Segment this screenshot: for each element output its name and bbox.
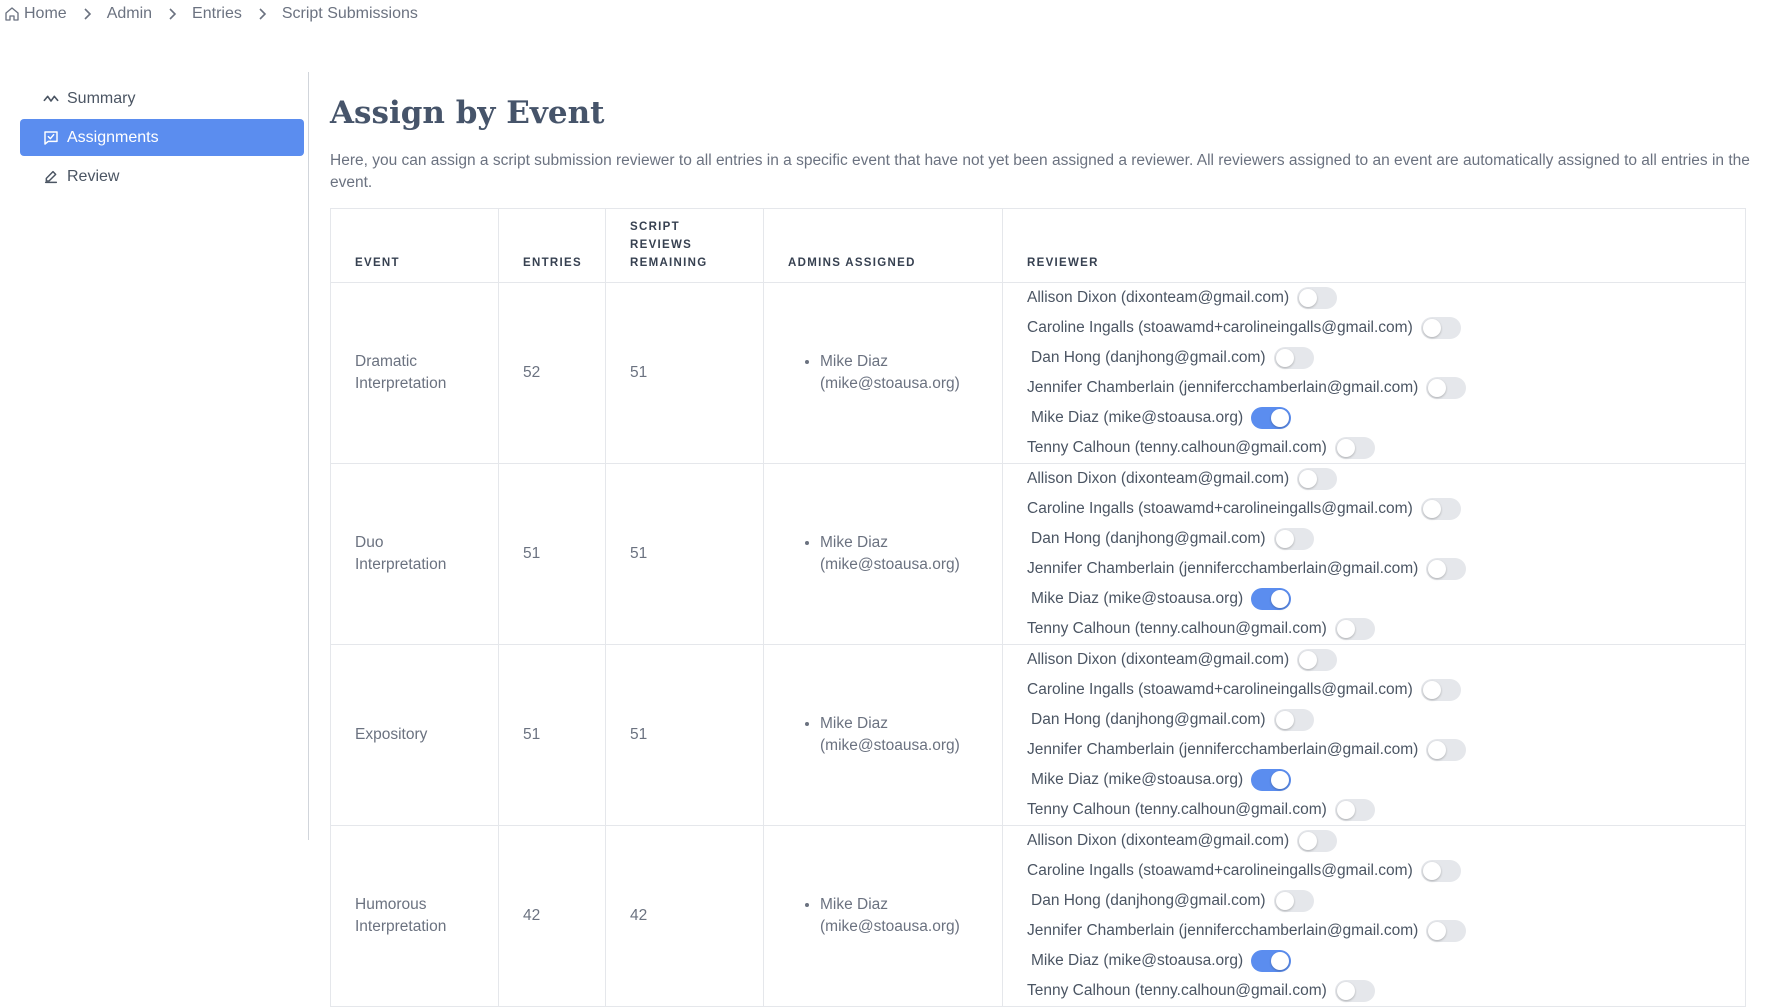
admins-cell: [764, 826, 1003, 1007]
reviewer-toggle[interactable]: [1421, 860, 1461, 882]
reviewer-toggle[interactable]: [1297, 287, 1337, 309]
admin-item: • Mike Diaz (mike@stoausa.org): [820, 713, 978, 757]
entries-cell: 51: [499, 464, 606, 645]
reviewer-option: [1027, 826, 1337, 856]
sidebar-item-review[interactable]: [20, 158, 304, 195]
reviewer-toggle[interactable]: [1297, 830, 1337, 852]
reviewer-toggle[interactable]: [1251, 407, 1291, 429]
reviewer-option: [1031, 403, 1291, 433]
home-icon: [4, 6, 20, 22]
reviewer-option: [1031, 946, 1291, 976]
reviewer-name: Dan Hong (danjhong@gmail.com): [1031, 349, 1266, 366]
reviewer-option: [1031, 584, 1291, 614]
reviewer-toggle[interactable]: [1251, 950, 1291, 972]
remaining-cell: 51: [606, 464, 764, 645]
main-content: [330, 90, 1750, 1007]
reviewer-name: Jennifer Chamberlain (jennifercchamberlain@gmail.com): [1027, 560, 1419, 577]
reviewer-option: [1027, 675, 1461, 705]
reviewer-toggle[interactable]: [1421, 679, 1461, 701]
reviewer-toggle[interactable]: [1335, 618, 1375, 640]
message-square-icon: [43, 129, 61, 147]
reviewer-cell: [1003, 464, 1746, 645]
chevron-right-icon: [82, 8, 92, 20]
table-row: [331, 645, 1746, 826]
reviewer-name: Jennifer Chamberlain (jennifercchamberlain@gmail.com): [1027, 922, 1419, 939]
reviewer-toggle[interactable]: [1297, 468, 1337, 490]
reviewer-option: [1027, 373, 1466, 403]
header-reviewer: REVIEWER: [1003, 209, 1746, 283]
reviewer-option: [1027, 735, 1466, 765]
activity-icon: [43, 90, 61, 108]
reviewer-name: Mike Diaz (mike@stoausa.org): [1031, 771, 1244, 788]
reviewer-toggle[interactable]: [1335, 980, 1375, 1002]
admins-list: [820, 351, 978, 395]
table-row: [331, 464, 1746, 645]
reviewer-toggle[interactable]: [1426, 739, 1466, 761]
event-cell: Dramatic Interpretation: [331, 283, 499, 464]
reviewer-option: [1031, 765, 1291, 795]
remaining-cell: 51: [606, 283, 764, 464]
admin-item: • Mike Diaz (mike@stoausa.org): [820, 894, 978, 938]
reviewer-toggle[interactable]: [1251, 588, 1291, 610]
page-intro: Here, you can assign a script submission reviewer to all entries in a specific event that have not yet been assigned a reviewer. All reviewers assigned to an event are automatically assigned to all entries in the event.: [330, 152, 1750, 191]
event-cell: Humorous Interpretation: [331, 826, 499, 1007]
reviewer-toggle[interactable]: [1251, 769, 1291, 791]
header-remaining: SCRIPT REVIEWS REMAINING: [606, 209, 764, 283]
reviewer-toggles: [1027, 464, 1727, 644]
reviewer-option: [1027, 464, 1337, 494]
chevron-right-icon: [167, 8, 177, 20]
reviewer-toggles: [1027, 283, 1727, 463]
admins-cell: [764, 283, 1003, 464]
reviewer-name: Allison Dixon (dixonteam@gmail.com): [1027, 832, 1290, 849]
reviewer-option: [1027, 614, 1375, 644]
reviewer-option: [1027, 433, 1375, 463]
reviewer-option: [1027, 283, 1337, 313]
reviewer-toggle[interactable]: [1426, 558, 1466, 580]
header-admins: ADMINS ASSIGNED: [764, 209, 1003, 283]
reviewer-name: Tenny Calhoun (tenny.calhoun@gmail.com): [1027, 439, 1327, 456]
table-header-row: [331, 209, 1746, 283]
sidebar: [20, 80, 304, 197]
reviewer-name: Tenny Calhoun (tenny.calhoun@gmail.com): [1027, 982, 1327, 999]
reviewer-name: Caroline Ingalls (stoawamd+carolineingalls@gmail.com): [1027, 681, 1413, 698]
table-row: [331, 826, 1746, 1007]
reviewer-toggle[interactable]: [1297, 649, 1337, 671]
breadcrumb-entries[interactable]: Entries: [192, 5, 242, 22]
reviewer-toggle[interactable]: [1335, 799, 1375, 821]
sidebar-divider: [308, 72, 309, 840]
reviewer-toggle[interactable]: [1426, 920, 1466, 942]
admins-cell: [764, 645, 1003, 826]
reviewer-toggle[interactable]: [1426, 377, 1466, 399]
reviewer-option: [1027, 313, 1461, 343]
admins-list: [820, 532, 978, 576]
reviewer-cell: [1003, 645, 1746, 826]
reviewer-option: [1027, 645, 1337, 675]
sidebar-item-label: Assignments: [67, 128, 159, 146]
reviewer-name: Caroline Ingalls (stoawamd+carolineingalls@gmail.com): [1027, 319, 1413, 336]
reviewer-toggles: [1027, 826, 1727, 1006]
sidebar-item-summary[interactable]: [20, 80, 304, 117]
reviewer-option: [1031, 705, 1314, 735]
entries-cell: 42: [499, 826, 606, 1007]
reviewer-option: [1031, 524, 1314, 554]
reviewer-name: Tenny Calhoun (tenny.calhoun@gmail.com): [1027, 801, 1327, 818]
reviewer-name: Dan Hong (danjhong@gmail.com): [1031, 711, 1266, 728]
reviewer-option: [1027, 976, 1375, 1006]
events-table: [330, 208, 1746, 1007]
reviewer-name: Caroline Ingalls (stoawamd+carolineingalls@gmail.com): [1027, 500, 1413, 517]
reviewer-name: Mike Diaz (mike@stoausa.org): [1031, 409, 1244, 426]
sidebar-item-label: Review: [67, 167, 120, 185]
remaining-cell: 51: [606, 645, 764, 826]
sidebar-item-assignments[interactable]: [20, 119, 304, 156]
entries-cell: 52: [499, 283, 606, 464]
table-row: [331, 283, 1746, 464]
reviewer-name: Mike Diaz (mike@stoausa.org): [1031, 590, 1244, 607]
reviewer-option: [1027, 916, 1466, 946]
reviewer-name: Dan Hong (danjhong@gmail.com): [1031, 530, 1266, 547]
sidebar-item-label: Summary: [67, 89, 136, 107]
reviewer-cell: [1003, 826, 1746, 1007]
breadcrumb-script-submissions: Script Submissions: [281, 5, 418, 22]
breadcrumb: [4, 4, 418, 24]
reviewer-name: Allison Dixon (dixonteam@gmail.com): [1027, 289, 1290, 306]
reviewer-name: Allison Dixon (dixonteam@gmail.com): [1027, 651, 1290, 668]
event-cell: Expository: [331, 645, 499, 826]
reviewer-cell: [1003, 283, 1746, 464]
breadcrumb-home[interactable]: [4, 5, 67, 23]
reviewer-toggle[interactable]: [1274, 709, 1314, 731]
reviewer-name: Dan Hong (danjhong@gmail.com): [1031, 892, 1266, 909]
reviewer-name: Allison Dixon (dixonteam@gmail.com): [1027, 470, 1290, 487]
remaining-cell: 42: [606, 826, 764, 1007]
reviewer-option: [1027, 494, 1461, 524]
reviewer-name: Caroline Ingalls (stoawamd+carolineingalls@gmail.com): [1027, 862, 1413, 879]
page-title: Assign by Event: [330, 95, 605, 131]
reviewer-name: Jennifer Chamberlain (jennifercchamberlain@gmail.com): [1027, 741, 1419, 758]
admin-item: • Mike Diaz (mike@stoausa.org): [820, 351, 978, 395]
header-entries: ENTRIES: [499, 209, 606, 283]
breadcrumb-home-label: Home: [24, 5, 67, 22]
chevron-right-icon: [257, 8, 267, 20]
reviewer-option: [1027, 795, 1375, 825]
entries-cell: 51: [499, 645, 606, 826]
reviewer-name: Jennifer Chamberlain (jennifercchamberlain@gmail.com): [1027, 379, 1419, 396]
reviewer-toggle[interactable]: [1421, 317, 1461, 339]
reviewer-option: [1031, 343, 1314, 373]
reviewer-option: [1027, 554, 1466, 584]
admin-item: • Mike Diaz (mike@stoausa.org): [820, 532, 978, 576]
pencil-icon: [43, 168, 61, 186]
reviewer-toggle[interactable]: [1274, 347, 1314, 369]
reviewer-toggle[interactable]: [1274, 890, 1314, 912]
reviewer-toggle[interactable]: [1335, 437, 1375, 459]
admins-list: [820, 713, 978, 757]
breadcrumb-admin[interactable]: Admin: [106, 5, 153, 22]
reviewer-name: Tenny Calhoun (tenny.calhoun@gmail.com): [1027, 620, 1327, 637]
header-event: EVENT: [331, 209, 499, 283]
reviewer-toggle[interactable]: [1274, 528, 1314, 550]
reviewer-toggles: [1027, 645, 1727, 825]
admins-cell: [764, 464, 1003, 645]
admins-list: [820, 894, 978, 938]
reviewer-name: Mike Diaz (mike@stoausa.org): [1031, 952, 1244, 969]
reviewer-toggle[interactable]: [1421, 498, 1461, 520]
event-cell: Duo Interpretation: [331, 464, 499, 645]
reviewer-option: [1027, 856, 1461, 886]
reviewer-option: [1031, 886, 1314, 916]
